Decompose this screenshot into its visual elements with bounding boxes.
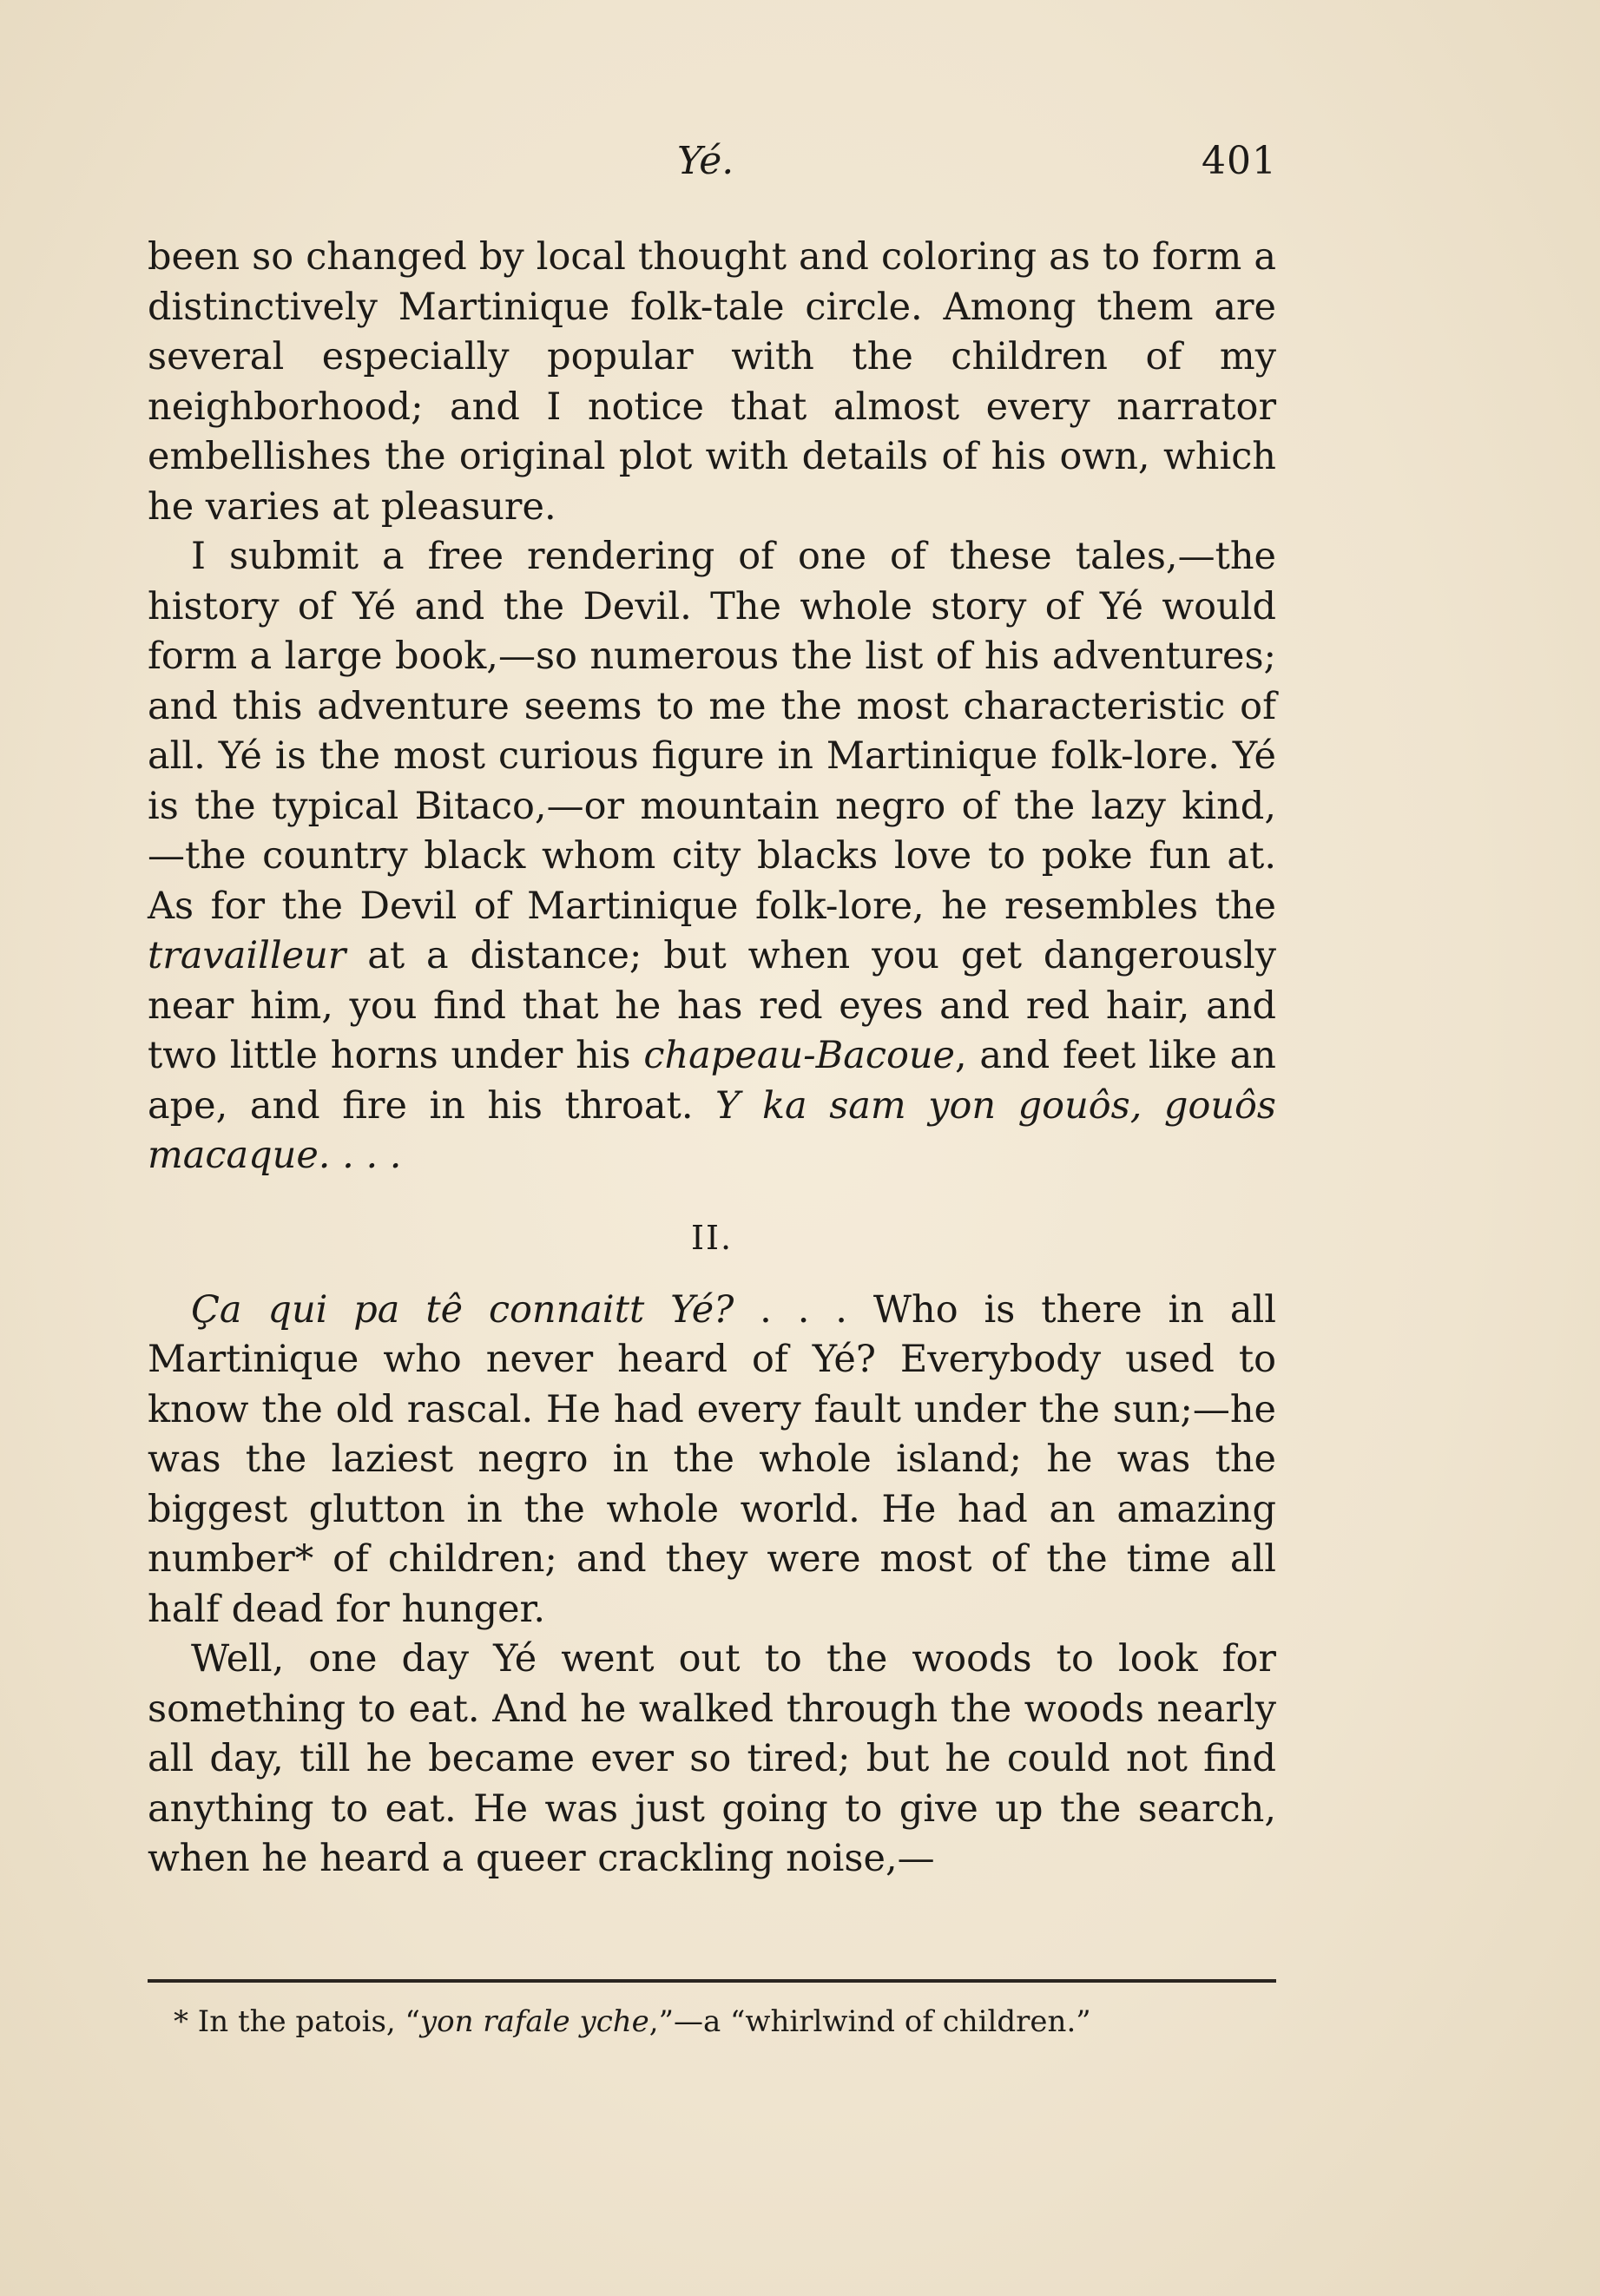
footnote-italic: yon rafale yche [419, 2004, 649, 2039]
italic-creole-phrase: Y ka sam yon gouôs, gouôs macaque. . . . [148, 1083, 1276, 1177]
paragraph-woods: Well, one day Yé went out to the woods to look for something to eat. And he walked through the woods nearly all day, till he became ever so tired; but he could not find anything to eat. He was just going to give up the search, when he heard a queer crackling noise,— [148, 1637, 1276, 1880]
italic-creole-question: Ça qui pa tê connaitt Yé? [191, 1287, 734, 1332]
running-title: Yé. [677, 139, 734, 183]
paragraph-continued: been so changed by local thought and coloring as to form a distinctively Martinique folk-tale circle. Among them are several especially popular with the children of my neighborhood; and I notice that almost every narrator embellishes the original plot with details of his own, which he varies at pleasure. [148, 235, 1276, 529]
paragraph-who-knows-ye [148, 1286, 1276, 1635]
footnote-text: ,”—a “whirlwind of children.” [649, 2004, 1091, 2039]
page-number: 401 [1202, 139, 1277, 183]
body-text [148, 233, 1276, 1885]
paragraph-ye-and-devil [148, 532, 1276, 1181]
italic-term-chapeau: chapeau-Bacoue [643, 1034, 955, 1077]
paragraph-text: I submit a free rendering of one of these tales,—the history of Yé and the Devil. The whole story of Yé would form a large book,—so numerous the list of his adventures; and this adventure seems to me the most characteristic of all. Yé is the most curious figure in Martinique folk-lore. Yé is the typical Bitaco,—or mountain negro of the lazy kind,—the country black whom city blacks love to poke fun at. As for the Devil of Martinique folk-lore, he resembles the [148, 535, 1276, 928]
paragraph-text: , and feet like an ape, and fire in his throat. [148, 1034, 1276, 1128]
paragraph-text: . . . Who is there in all Martinique who never heard of Yé? Everybody used to know the old rascal. He had every fault under the sun;—he was the laziest negro in the whole island; he was the biggest glutton in the whole world. He had an amazing number* of children; and they were most of the time all half dead for hunger. [148, 1287, 1276, 1631]
footnote [174, 2001, 1276, 2043]
italic-term-travailleur: travailleur [148, 934, 346, 977]
section-heading: II. [690, 1218, 734, 1257]
paragraph-text: at a distance; but when you get dangerously near him, you find that he has red eyes and red hair, and two little horns under his [148, 934, 1276, 1077]
running-head [0, 139, 1600, 200]
footnote-text: * In the patois, “ [174, 2004, 420, 2039]
footnote-divider [148, 1979, 1276, 1983]
